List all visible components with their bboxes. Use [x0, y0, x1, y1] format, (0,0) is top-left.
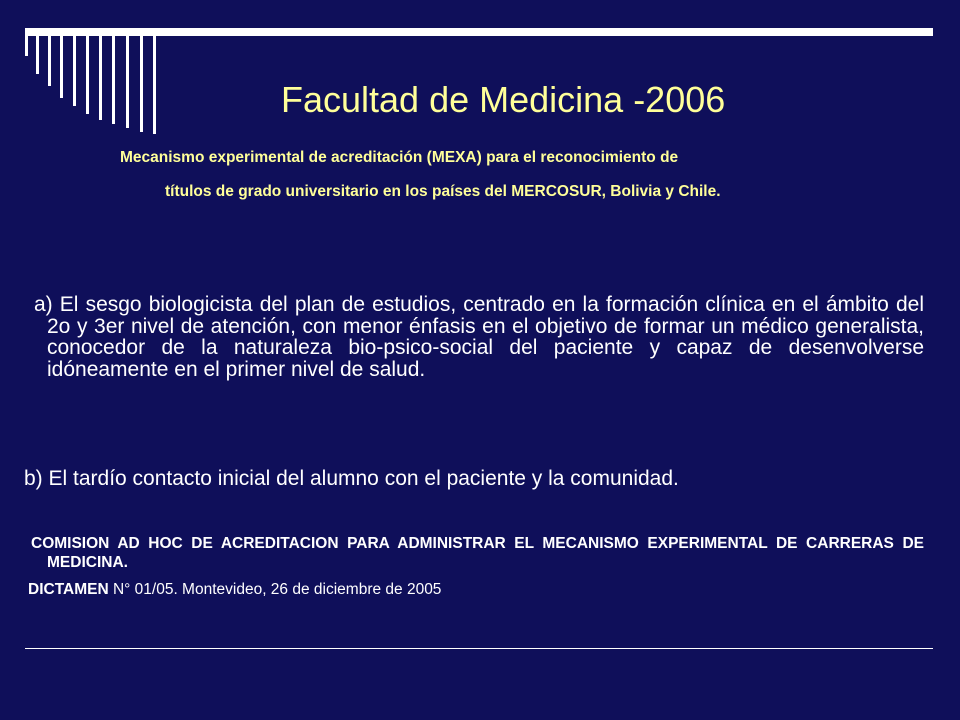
decor-bar — [86, 36, 89, 114]
decor-bar — [48, 36, 51, 86]
decor-bar — [153, 36, 156, 134]
top-rule — [25, 28, 933, 36]
subtitle-line-2: títulos de grado universitario en los países del MERCOSUR, Bolivia y Chile. — [165, 183, 721, 200]
slide-title: Facultad de Medicina -2006 — [281, 79, 726, 120]
bottom-rule — [25, 648, 933, 649]
decor-bar — [140, 36, 143, 132]
item-a-marker: a) — [34, 293, 53, 316]
reference-dictamen — [28, 580, 905, 599]
decor-bar — [126, 36, 129, 128]
decor-bar — [99, 36, 102, 120]
dictamen-text: N° 01/05. Montevideo, 26 de diciembre de 2005 — [108, 581, 442, 598]
item-a-text: El sesgo biologicista del plan de estudios, centrado en la formación clínica en el ámbito del 2o y 3er nivel de atención, con menor énfasis en el objetivo de formar un médico generalista, conocedor de la naturaleza bio-psico-social del paciente y capaz de desenvolverse idóneamente en el primer nivel de salud. — [47, 293, 924, 382]
reference-commission: COMISION AD HOC DE ACREDITACION PARA ADMINISTRAR EL MECANISMO EXPERIMENTAL DE CARRERAS DE MEDICINA. — [31, 535, 924, 571]
decor-bar — [112, 36, 115, 124]
decorative-bars — [0, 0, 160, 130]
item-b-paragraph: b) El tardío contacto inicial del alumno con el paciente y la comunidad. — [24, 467, 679, 490]
item-a-paragraph — [34, 293, 924, 382]
decor-bar — [60, 36, 63, 98]
subtitle-line-1: Mecanismo experimental de acreditación (MEXA) para el reconocimiento de — [120, 149, 679, 166]
decor-bar — [36, 36, 39, 74]
dictamen-label: DICTAMEN — [28, 581, 109, 598]
decor-bar — [25, 36, 28, 56]
decor-bar — [73, 36, 76, 106]
